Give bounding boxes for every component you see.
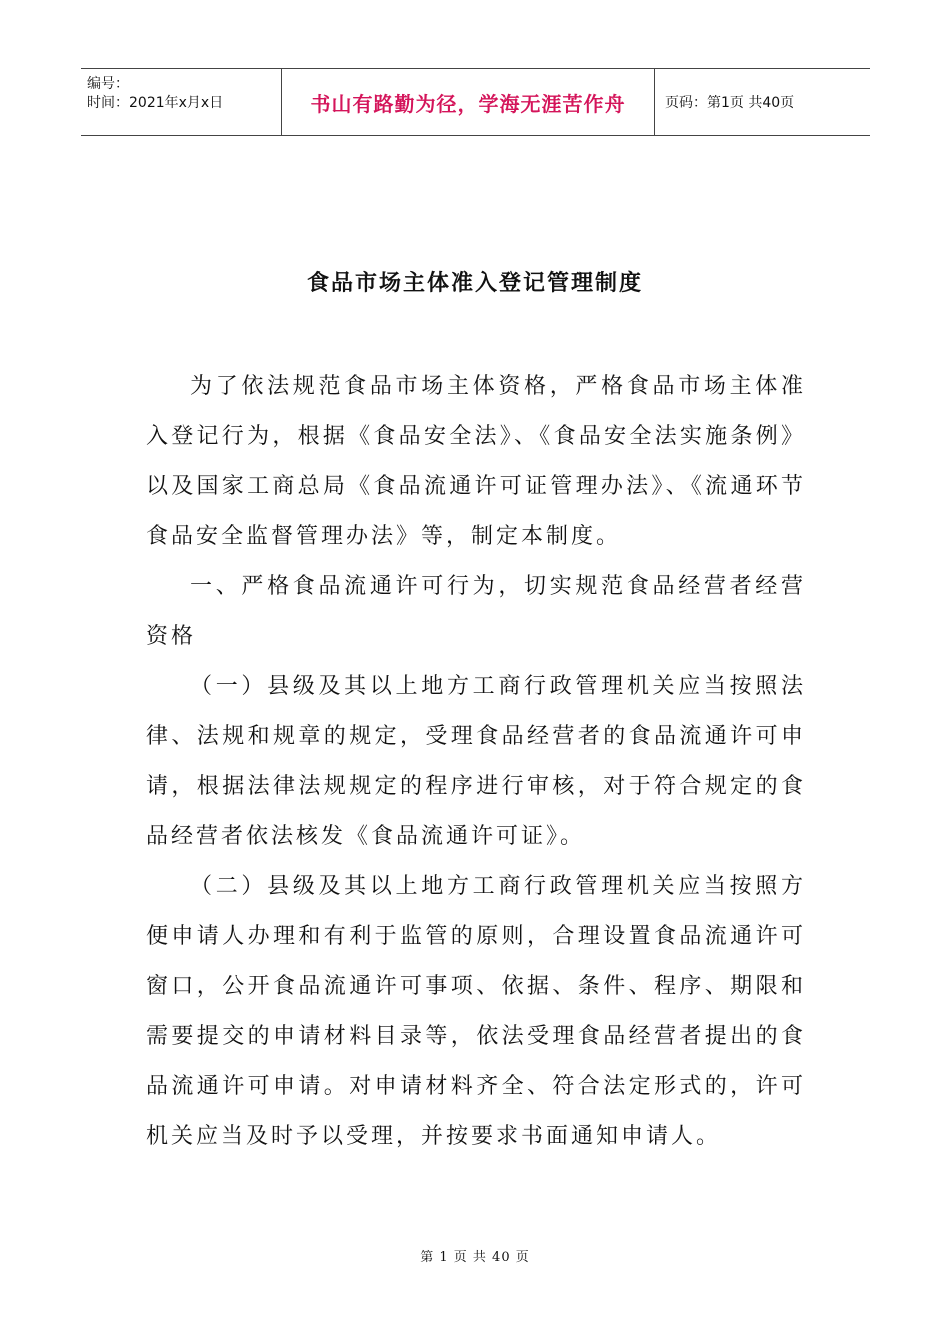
header-page-info (655, 69, 870, 135)
header-motto-cell (282, 69, 655, 135)
paragraph: 为了依法规范食品市场主体资格，严格食品市场主体准入登记行为，根据《食品安全法》、《食品安全法实施条例》以及国家工商总局《食品流通许可证管理办法》、《流通环节食品安全监督管理办法》等，制定本制度。 (146, 374, 806, 549)
paragraph: （一）县级及其以上地方工商行政管理机关应当按照法律、法规和规章的规定，受理食品经营者的食品流通许可申请，根据法律法规规定的程序进行审核，对于符合规定的食品经营者依法核发《食品流通许可证》。 (146, 674, 806, 849)
number-label: 编号： (87, 76, 129, 92)
page-header (81, 68, 870, 136)
paragraph: （二）县级及其以上地方工商行政管理机关应当按照方便申请人办理和有利于监管的原则，合理设置食品流通许可窗口，公开食品流通许可事项、依据、条件、程序、期限和需要提交的申请材料目录等，依法受理食品经营者提出的食品流通许可申请。对申请材料齐全、符合法定形式的，许可机关应当及时予以受理，并按要求书面通知申请人。 (146, 874, 806, 1149)
document-title: 食品市场主体准入登记管理制度 (306, 271, 643, 296)
header-meta (81, 69, 282, 135)
page-info-text: 页码：第1页 共40页 (665, 95, 795, 111)
paragraph: 一、严格食品流通许可行为，切实规范食品经营者经营资格 (146, 574, 806, 649)
document-body (146, 362, 806, 1162)
page-footer: 第 1 页 共 40 页 (420, 1250, 530, 1265)
motto-text: 书山有路勤为径，学海无涯苦作舟 (310, 91, 626, 116)
time-label: 时间：2021年x月x日 (87, 95, 224, 111)
